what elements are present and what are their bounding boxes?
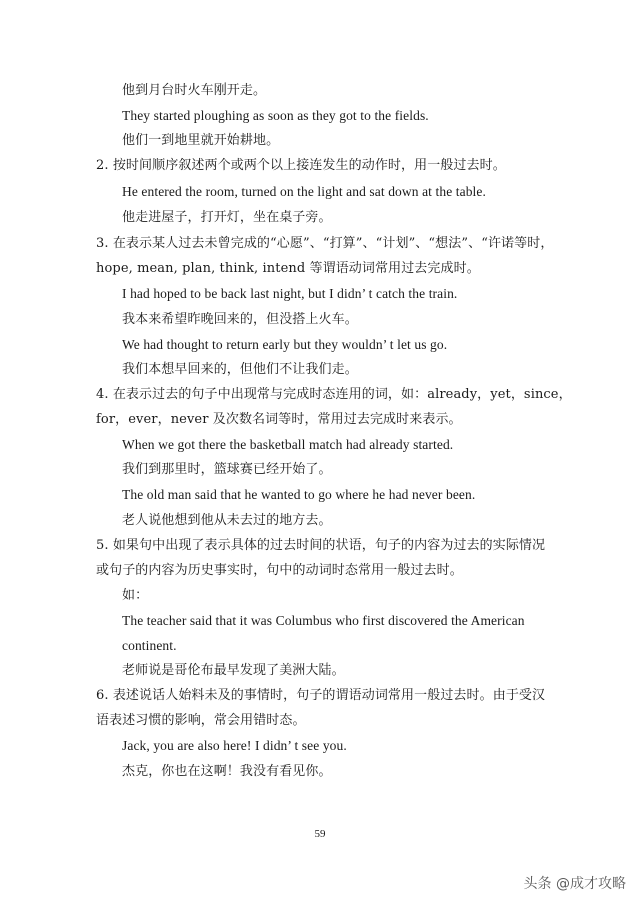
watermark: 头条 @成才攻略 (523, 876, 626, 892)
example-translation: 他到月台时火车刚开走。 (122, 83, 267, 98)
example-translation: 他们一到地里就开始耕地。 (122, 133, 280, 148)
page-number: 59 (314, 828, 326, 840)
rule-6-text: 6. 表述说话人始料未及的事情时，句子的谓语动词常用一般过去时。由于受汉 (96, 688, 546, 703)
example-sentence-cont: continent. (122, 638, 177, 653)
example-sentence: The teacher said that it was Columbus who first discovered the American (122, 613, 525, 628)
example-sentence: He entered the room, turned on the light and sat down at the table. (122, 184, 486, 199)
example-translation: 杰克，你也在这啊！我没有看见你。 (122, 764, 332, 779)
example-sentence: Jack, you are also here! I didn’ t see you. (122, 738, 347, 753)
rule-5-text-cont: 或句子的内容为历史事实时，句中的动词时态常用一般过去时。 (96, 563, 463, 578)
example-sentence: When we got there the basketball match had already started. (122, 437, 454, 452)
rule-2-text: 2. 按时间顺序叙述两个或两个以上接连发生的动作时，用一般过去时。 (96, 158, 506, 173)
example-translation: 我们到那里时，篮球赛已经开始了。 (122, 462, 332, 477)
example-intro: 如： (122, 588, 149, 603)
rule-3-text: 3. 在表示某人过去未曾完成的“心愿”、“打算”、“计划”、“想法”、“许诺等时， (96, 236, 554, 251)
rule-4-text: 4. 在表示过去的句子中出现常与完成时态连用的词，如：already，yet，since， (96, 387, 572, 402)
example-translation: 他走进屋子，打开灯，坐在桌子旁。 (122, 210, 332, 225)
rule-4-text-cont: for，ever，never 及次数名词等时，常用过去完成时来表示。 (96, 412, 462, 427)
example-sentence: I had hoped to be back last night, but I didn’ t catch the train. (122, 286, 458, 301)
rule-3-text-cont: hope, mean, plan, think, intend 等谓语动词常用过去完成时。 (96, 261, 480, 276)
example-translation: 我本来希望昨晚回来的，但没搭上火车。 (122, 312, 358, 327)
example-translation: 老师说是哥伦布最早发现了美洲大陆。 (122, 663, 345, 678)
example-translation: 我们本想早回来的，但他们不让我们走。 (122, 362, 358, 377)
example-sentence: The old man said that he wanted to go where he had never been. (122, 487, 476, 502)
example-sentence: They started ploughing as soon as they got to the fields. (122, 108, 429, 123)
example-sentence: We had thought to return early but they wouldn’ t let us go. (122, 337, 448, 352)
rule-5-text: 5. 如果句中出现了表示具体的过去时间的状语，句子的内容为过去的实际情况 (96, 538, 546, 553)
example-translation: 老人说他想到他从未去过的地方去。 (122, 513, 332, 528)
rule-6-text-cont: 语表述习惯的影响，常会用错时态。 (96, 713, 306, 728)
